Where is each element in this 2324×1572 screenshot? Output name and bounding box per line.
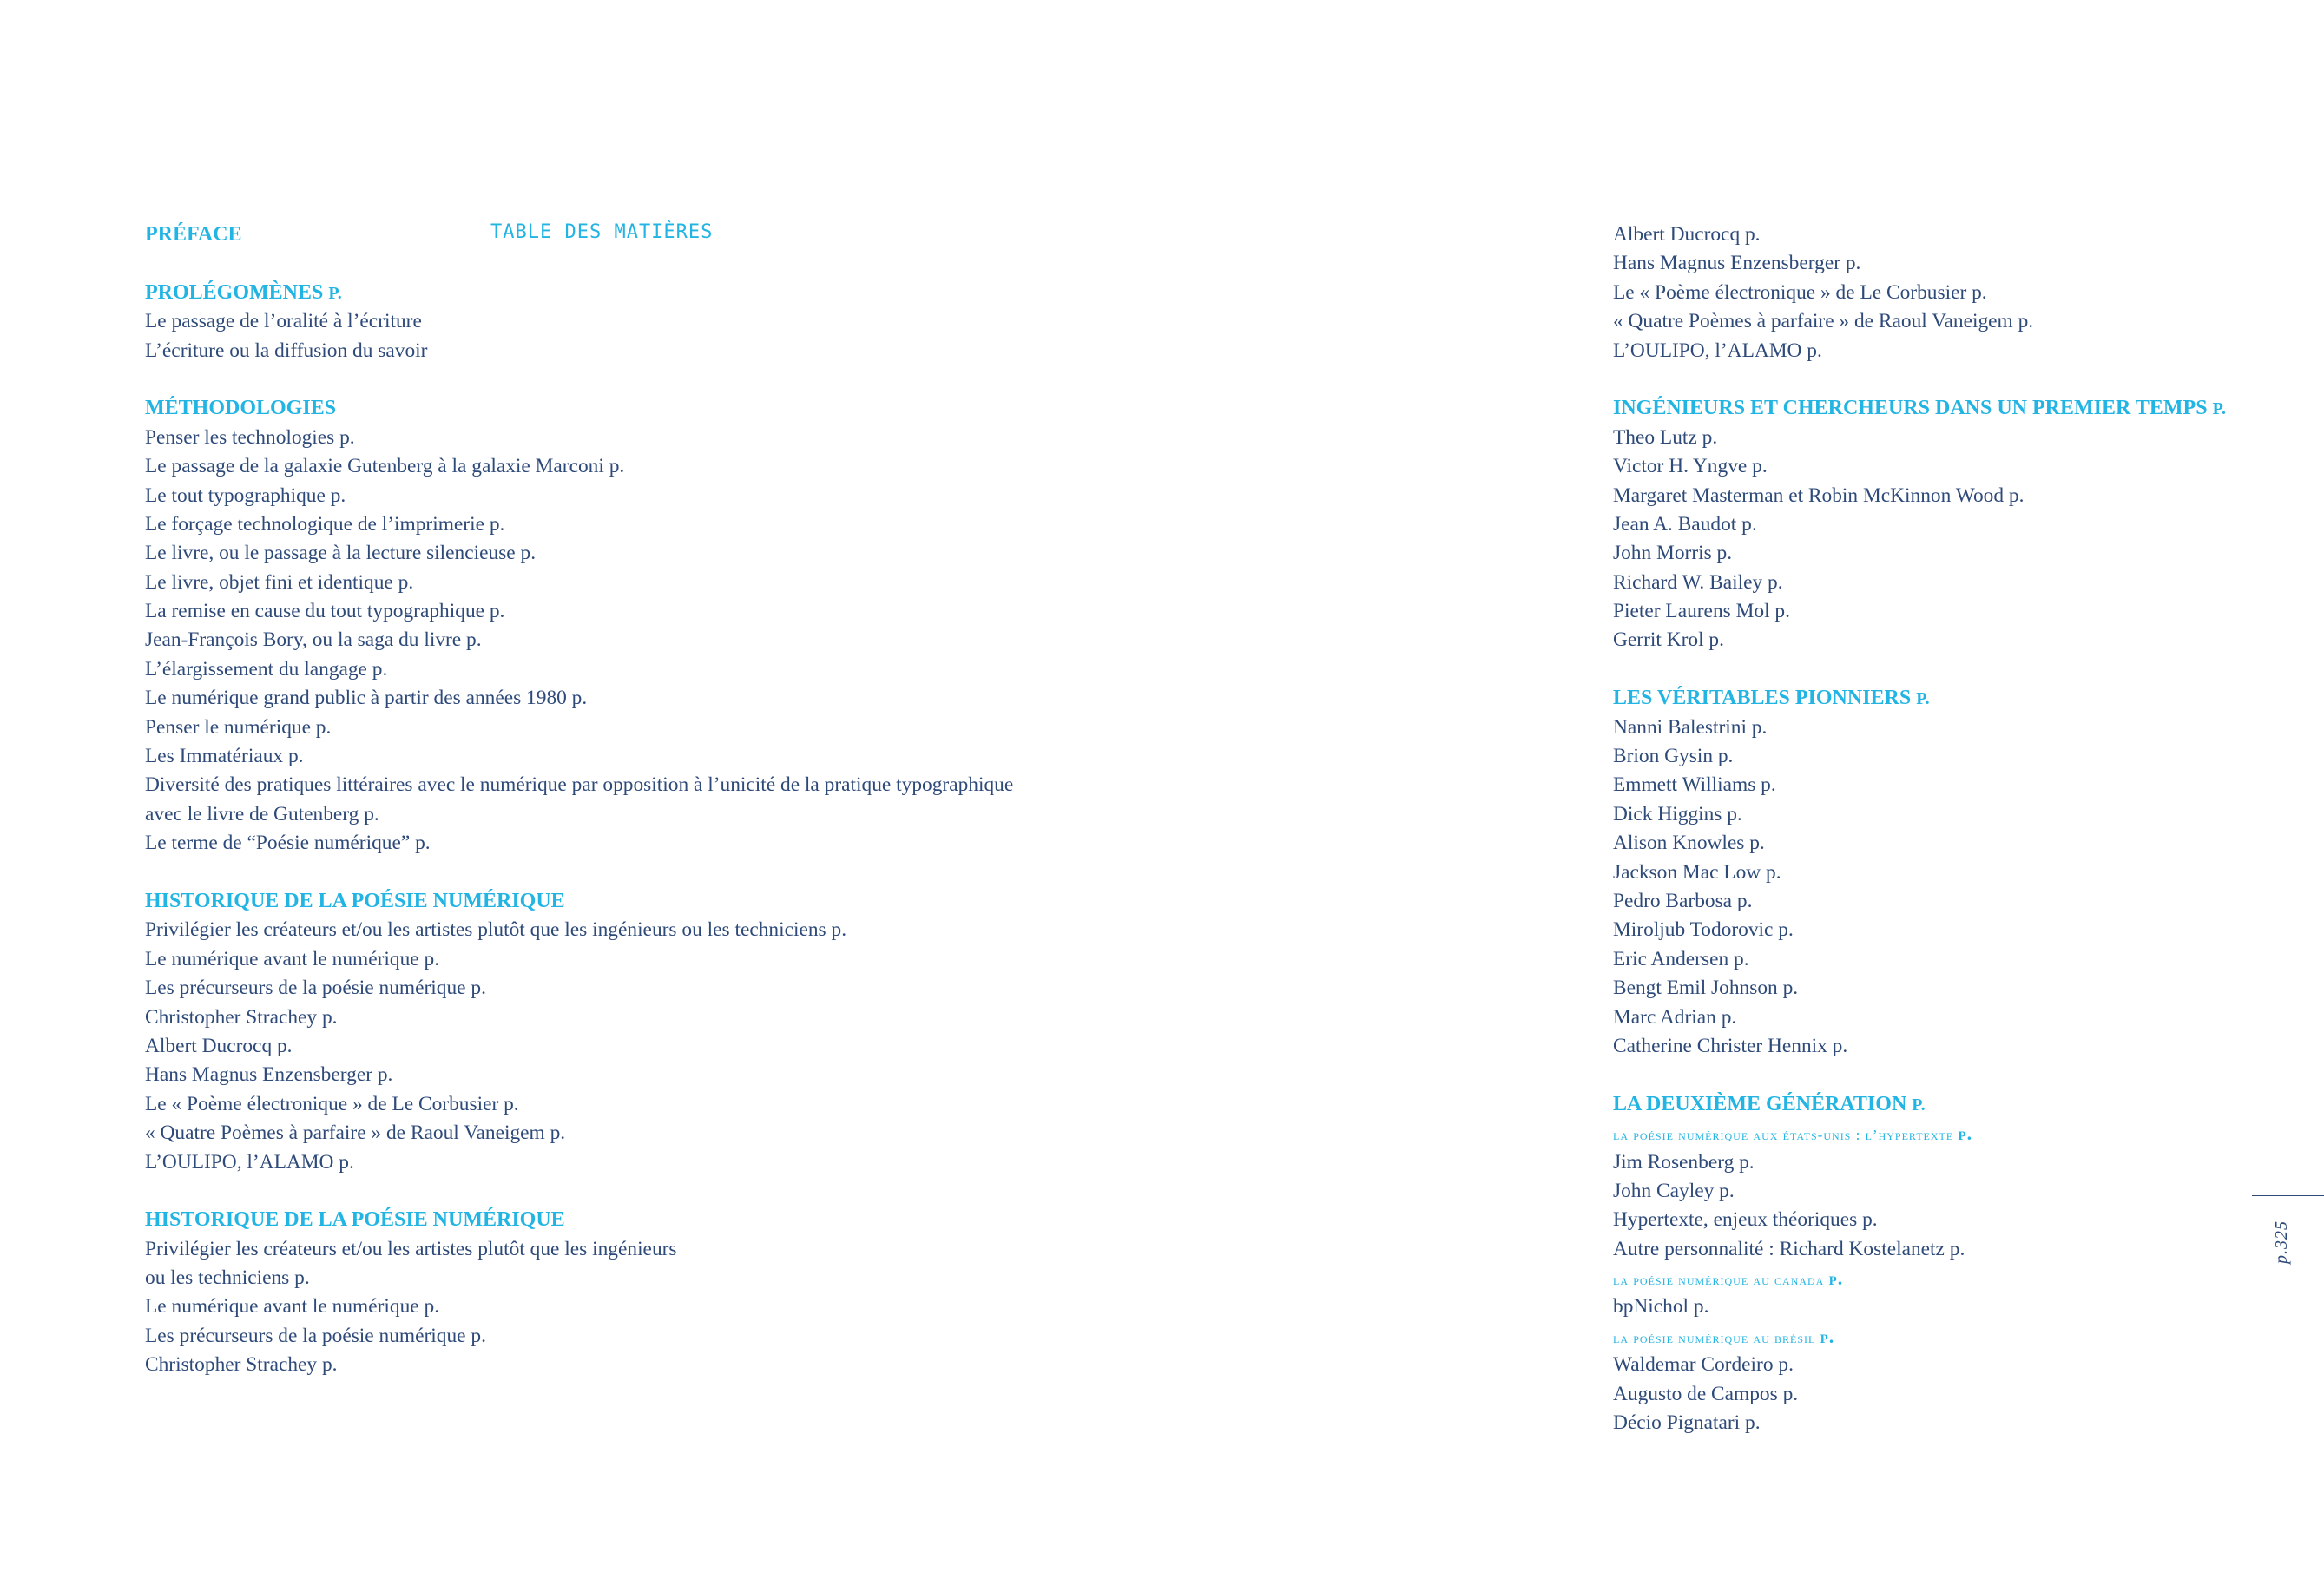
entry-text: L’OULIPO, l’ALAMO p. <box>145 1150 354 1174</box>
entry-text: L’élargissement du langage p. <box>145 657 388 681</box>
entry-text: Miroljub Todorovic p. <box>1613 918 1794 942</box>
toc-entry <box>1613 771 2273 799</box>
toc-entry <box>145 1061 1274 1089</box>
toc-entry <box>1613 452 2273 481</box>
subsection-heading <box>1613 1264 2273 1292</box>
entry-text: Décio Pignatari p. <box>1613 1411 1761 1435</box>
toc-entry <box>1613 307 2273 336</box>
entry-text: Les précurseurs de la poésie numérique p. <box>145 1324 486 1347</box>
toc-entry <box>1613 337 2273 365</box>
page-ref: p. <box>1828 1267 1844 1290</box>
spacer <box>145 858 1274 887</box>
toc-entry <box>1613 1351 2273 1379</box>
toc-right-column <box>1613 220 2273 1437</box>
entry-text: LA DEUXIÈME GÉNÉRATION <box>1613 1092 1907 1115</box>
entry-text: Victor H. Yngve p. <box>1613 455 1768 478</box>
entry-text: Gerrit Krol p. <box>1613 628 1724 652</box>
entry-text: Le forçage technologique de l’imprimerie p. <box>145 512 505 536</box>
entry-text: Hans Magnus Enzensberger p. <box>1613 252 1861 275</box>
section-heading <box>145 394 1274 423</box>
toc-entry <box>145 742 1274 771</box>
toc-entry <box>1613 569 2273 597</box>
entry-text: Le tout typographique p. <box>145 483 346 507</box>
toc-entry <box>1613 1235 2273 1264</box>
entry-text: Waldemar Cordeiro p. <box>1613 1353 1794 1377</box>
toc-entry <box>1613 858 2273 887</box>
entry-text: L’OULIPO, l’ALAMO p. <box>1613 339 1822 362</box>
entry-text: Diversité des pratiques littéraires avec le numérique par opposition à l’unicité de la pratique typographique <box>145 773 1014 797</box>
entry-text: la poésie numérique au canada <box>1613 1272 1825 1289</box>
section-heading <box>145 887 1274 916</box>
entry-text: Penser le numérique p. <box>145 715 332 739</box>
entry-text: « Quatre Poèmes à parfaire » de Raoul Vaneigem p. <box>1613 310 2034 333</box>
entry-text: Hypertexte, enjeux théoriques p. <box>1613 1208 1878 1232</box>
toc-entry <box>1613 714 2273 742</box>
entry-text: MÉTHODOLOGIES <box>145 397 337 420</box>
toc-entry <box>145 714 1274 742</box>
spacer <box>145 1177 1274 1206</box>
entry-text: Les Immatériaux p. <box>145 745 304 768</box>
page-ref: p. <box>1820 1325 1835 1347</box>
page-ref: P. <box>2212 399 2226 419</box>
toc-entry <box>1613 1177 2273 1206</box>
entry-text: bpNichol p. <box>1613 1295 1709 1319</box>
toc-entry <box>145 510 1274 539</box>
toc-entry <box>1613 424 2273 452</box>
toc-entry <box>1613 249 2273 278</box>
entry-text: « Quatre Poèmes à parfaire » de Raoul Vaneigem p. <box>145 1121 566 1145</box>
entry-text: Pedro Barbosa p. <box>1613 889 1753 912</box>
section-heading <box>145 220 1274 249</box>
entry-text: Christopher Strachey p. <box>145 1353 338 1377</box>
toc-entry <box>145 1264 1274 1292</box>
entry-text: Dick Higgins p. <box>1613 802 1742 825</box>
entry-text: Jean-François Bory, ou la saga du livre p. <box>145 628 482 652</box>
entry-text: Le « Poème électronique » de Le Corbusier p. <box>1613 280 1987 304</box>
toc-entry <box>145 452 1274 481</box>
entry-text: Christopher Strachey p. <box>145 1005 338 1029</box>
toc-entry <box>1613 1032 2273 1061</box>
toc-entry <box>1613 1206 2273 1234</box>
toc-entry <box>145 771 1274 799</box>
entry-text: Hans Magnus Enzensberger p. <box>145 1063 393 1087</box>
entry-text: Jackson Mac Low p. <box>1613 860 1781 884</box>
section-heading <box>1613 684 2273 713</box>
entry-text: Theo Lutz p. <box>1613 425 1718 449</box>
side-rule <box>2252 1195 2324 1196</box>
entry-text: Le passage de l’oralité à l’écriture <box>145 310 422 333</box>
toc-entry <box>145 1292 1274 1321</box>
entry-text: Richard W. Bailey p. <box>1613 570 1783 594</box>
toc-entry <box>1613 887 2273 916</box>
toc-entry <box>145 424 1274 452</box>
page-ref: P. <box>1912 1095 1926 1115</box>
entry-text: La remise en cause du tout typographique p. <box>145 600 505 623</box>
toc-entry <box>145 1148 1274 1177</box>
toc-entry <box>145 916 1274 944</box>
toc-entry <box>145 1032 1274 1061</box>
toc-entry <box>1613 1409 2273 1437</box>
spacer <box>1613 655 2273 684</box>
toc-entry <box>145 684 1274 713</box>
toc-entry <box>1613 742 2273 771</box>
entry-text: INGÉNIEURS ET CHERCHEURS DANS UN PREMIER TEMPS <box>1613 397 2208 420</box>
entry-text: Autre personnalité : Richard Kostelanetz p. <box>1613 1237 1965 1260</box>
toc-entry <box>1613 626 2273 654</box>
toc-entry <box>145 482 1274 510</box>
toc-entry <box>145 945 1274 974</box>
toc-entry <box>1613 1003 2273 1032</box>
entry-text: Albert Ducrocq p. <box>1613 223 1761 246</box>
page-title: TABLE DES MATIÈRES <box>490 221 714 243</box>
entry-text: Albert Ducrocq p. <box>145 1034 293 1057</box>
entry-text: HISTORIQUE DE LA POÉSIE NUMÉRIQUE <box>145 889 565 912</box>
subsection-heading <box>1613 1119 2273 1148</box>
toc-entry <box>1613 510 2273 539</box>
entry-text: Emmett Williams p. <box>1613 773 1776 797</box>
toc-entry <box>1613 945 2273 974</box>
toc-entry <box>1613 539 2273 568</box>
entry-text: LES VÉRITABLES PIONNIERS <box>1613 687 1912 710</box>
entry-text: Pieter Laurens Mol p. <box>1613 600 1790 623</box>
entry-text: avec le livre de Gutenberg p. <box>145 802 379 825</box>
toc-left-column <box>145 220 1274 1380</box>
spacer <box>145 365 1274 394</box>
entry-text: Nanni Balestrini p. <box>1613 715 1768 739</box>
entry-text: Le numérique avant le numérique p. <box>145 947 440 970</box>
entry-text: Le livre, ou le passage à la lecture silencieuse p. <box>145 542 537 565</box>
entry-text: John Morris p. <box>1613 542 1733 565</box>
toc-entry <box>145 1003 1274 1032</box>
subsection-heading <box>1613 1322 2273 1351</box>
entry-text: Le terme de “Poésie numérique” p. <box>145 832 431 855</box>
toc-entry <box>145 307 1274 336</box>
entry-text: Le « Poème électronique » de Le Corbusier p. <box>145 1092 519 1115</box>
page-ref: P. <box>1916 689 1930 709</box>
entry-text: Augusto de Campos p. <box>1613 1382 1799 1405</box>
entry-text: Margaret Masterman et Robin McKinnon Wood p. <box>1613 483 2024 507</box>
toc-entry <box>1613 974 2273 1003</box>
entry-text: PRÉFACE <box>145 223 242 246</box>
toc-entry <box>1613 1292 2273 1321</box>
entry-text: PROLÉGOMÈNES <box>145 280 324 304</box>
entry-text: Le numérique avant le numérique p. <box>145 1295 440 1319</box>
toc-entry <box>145 1351 1274 1379</box>
toc-entry <box>145 1119 1274 1148</box>
entry-text: Le numérique grand public à partir des années 1980 p. <box>145 687 588 710</box>
entry-text: HISTORIQUE DE LA POÉSIE NUMÉRIQUE <box>145 1208 565 1232</box>
toc-entry <box>1613 597 2273 626</box>
entry-text: la poésie numérique au brésil <box>1613 1329 1816 1346</box>
toc-entry <box>145 800 1274 829</box>
toc-entry <box>145 1322 1274 1351</box>
entry-text: Eric Andersen p. <box>1613 947 1749 970</box>
entry-text: Brion Gysin p. <box>1613 745 1734 768</box>
entry-text: Le passage de la galaxie Gutenberg à la galaxie Marconi p. <box>145 455 625 478</box>
toc-entry <box>1613 482 2273 510</box>
toc-entry <box>1613 279 2273 307</box>
spacer <box>145 249 1274 278</box>
page-ref: P. <box>328 283 342 303</box>
toc-entry <box>145 829 1274 858</box>
section-heading <box>1613 394 2273 423</box>
entry-text: Les précurseurs de la poésie numérique p. <box>145 977 486 1000</box>
toc-entry <box>1613 916 2273 944</box>
entry-text: Bengt Emil Johnson p. <box>1613 977 1799 1000</box>
spacer <box>1613 1061 2273 1089</box>
entry-text: Jim Rosenberg p. <box>1613 1150 1755 1174</box>
page-ref: p. <box>1958 1122 1973 1145</box>
entry-text: Privilégier les créateurs et/ou les artistes plutôt que les ingénieurs <box>145 1237 677 1260</box>
entry-text: Catherine Christer Hennix p. <box>1613 1034 1848 1057</box>
toc-entry <box>1613 800 2273 829</box>
section-heading <box>1613 1090 2273 1119</box>
entry-text: Privilégier les créateurs et/ou les artistes plutôt que les ingénieurs ou les techniciens p. <box>145 918 847 942</box>
toc-entry <box>145 655 1274 684</box>
page-number: p.325 <box>2272 1220 2291 1264</box>
entry-text: Jean A. Baudot p. <box>1613 512 1757 536</box>
toc-entry <box>1613 1148 2273 1177</box>
spacer <box>1613 365 2273 394</box>
toc-entry <box>1613 1380 2273 1409</box>
toc-entry <box>145 337 1274 365</box>
toc-entry <box>145 974 1274 1003</box>
entry-text: ou les techniciens p. <box>145 1266 310 1290</box>
section-heading <box>145 1206 1274 1234</box>
toc-entry <box>145 569 1274 597</box>
entry-text: Penser les technologies p. <box>145 425 355 449</box>
section-heading <box>145 279 1274 307</box>
entry-text: Alison Knowles p. <box>1613 832 1765 855</box>
toc-entry <box>1613 829 2273 858</box>
toc-entry <box>145 1090 1274 1119</box>
toc-entry <box>145 597 1274 626</box>
entry-text: Marc Adrian p. <box>1613 1005 1737 1029</box>
entry-text: la poésie numérique aux états-unis : l’hypertexte <box>1613 1127 1954 1144</box>
toc-entry <box>145 1235 1274 1264</box>
entry-text: Le livre, objet fini et identique p. <box>145 570 414 594</box>
toc-entry <box>145 626 1274 654</box>
entry-text: L’écriture ou la diffusion du savoir <box>145 339 428 362</box>
entry-text: John Cayley p. <box>1613 1179 1735 1202</box>
toc-entry <box>1613 220 2273 249</box>
toc-entry <box>145 539 1274 568</box>
